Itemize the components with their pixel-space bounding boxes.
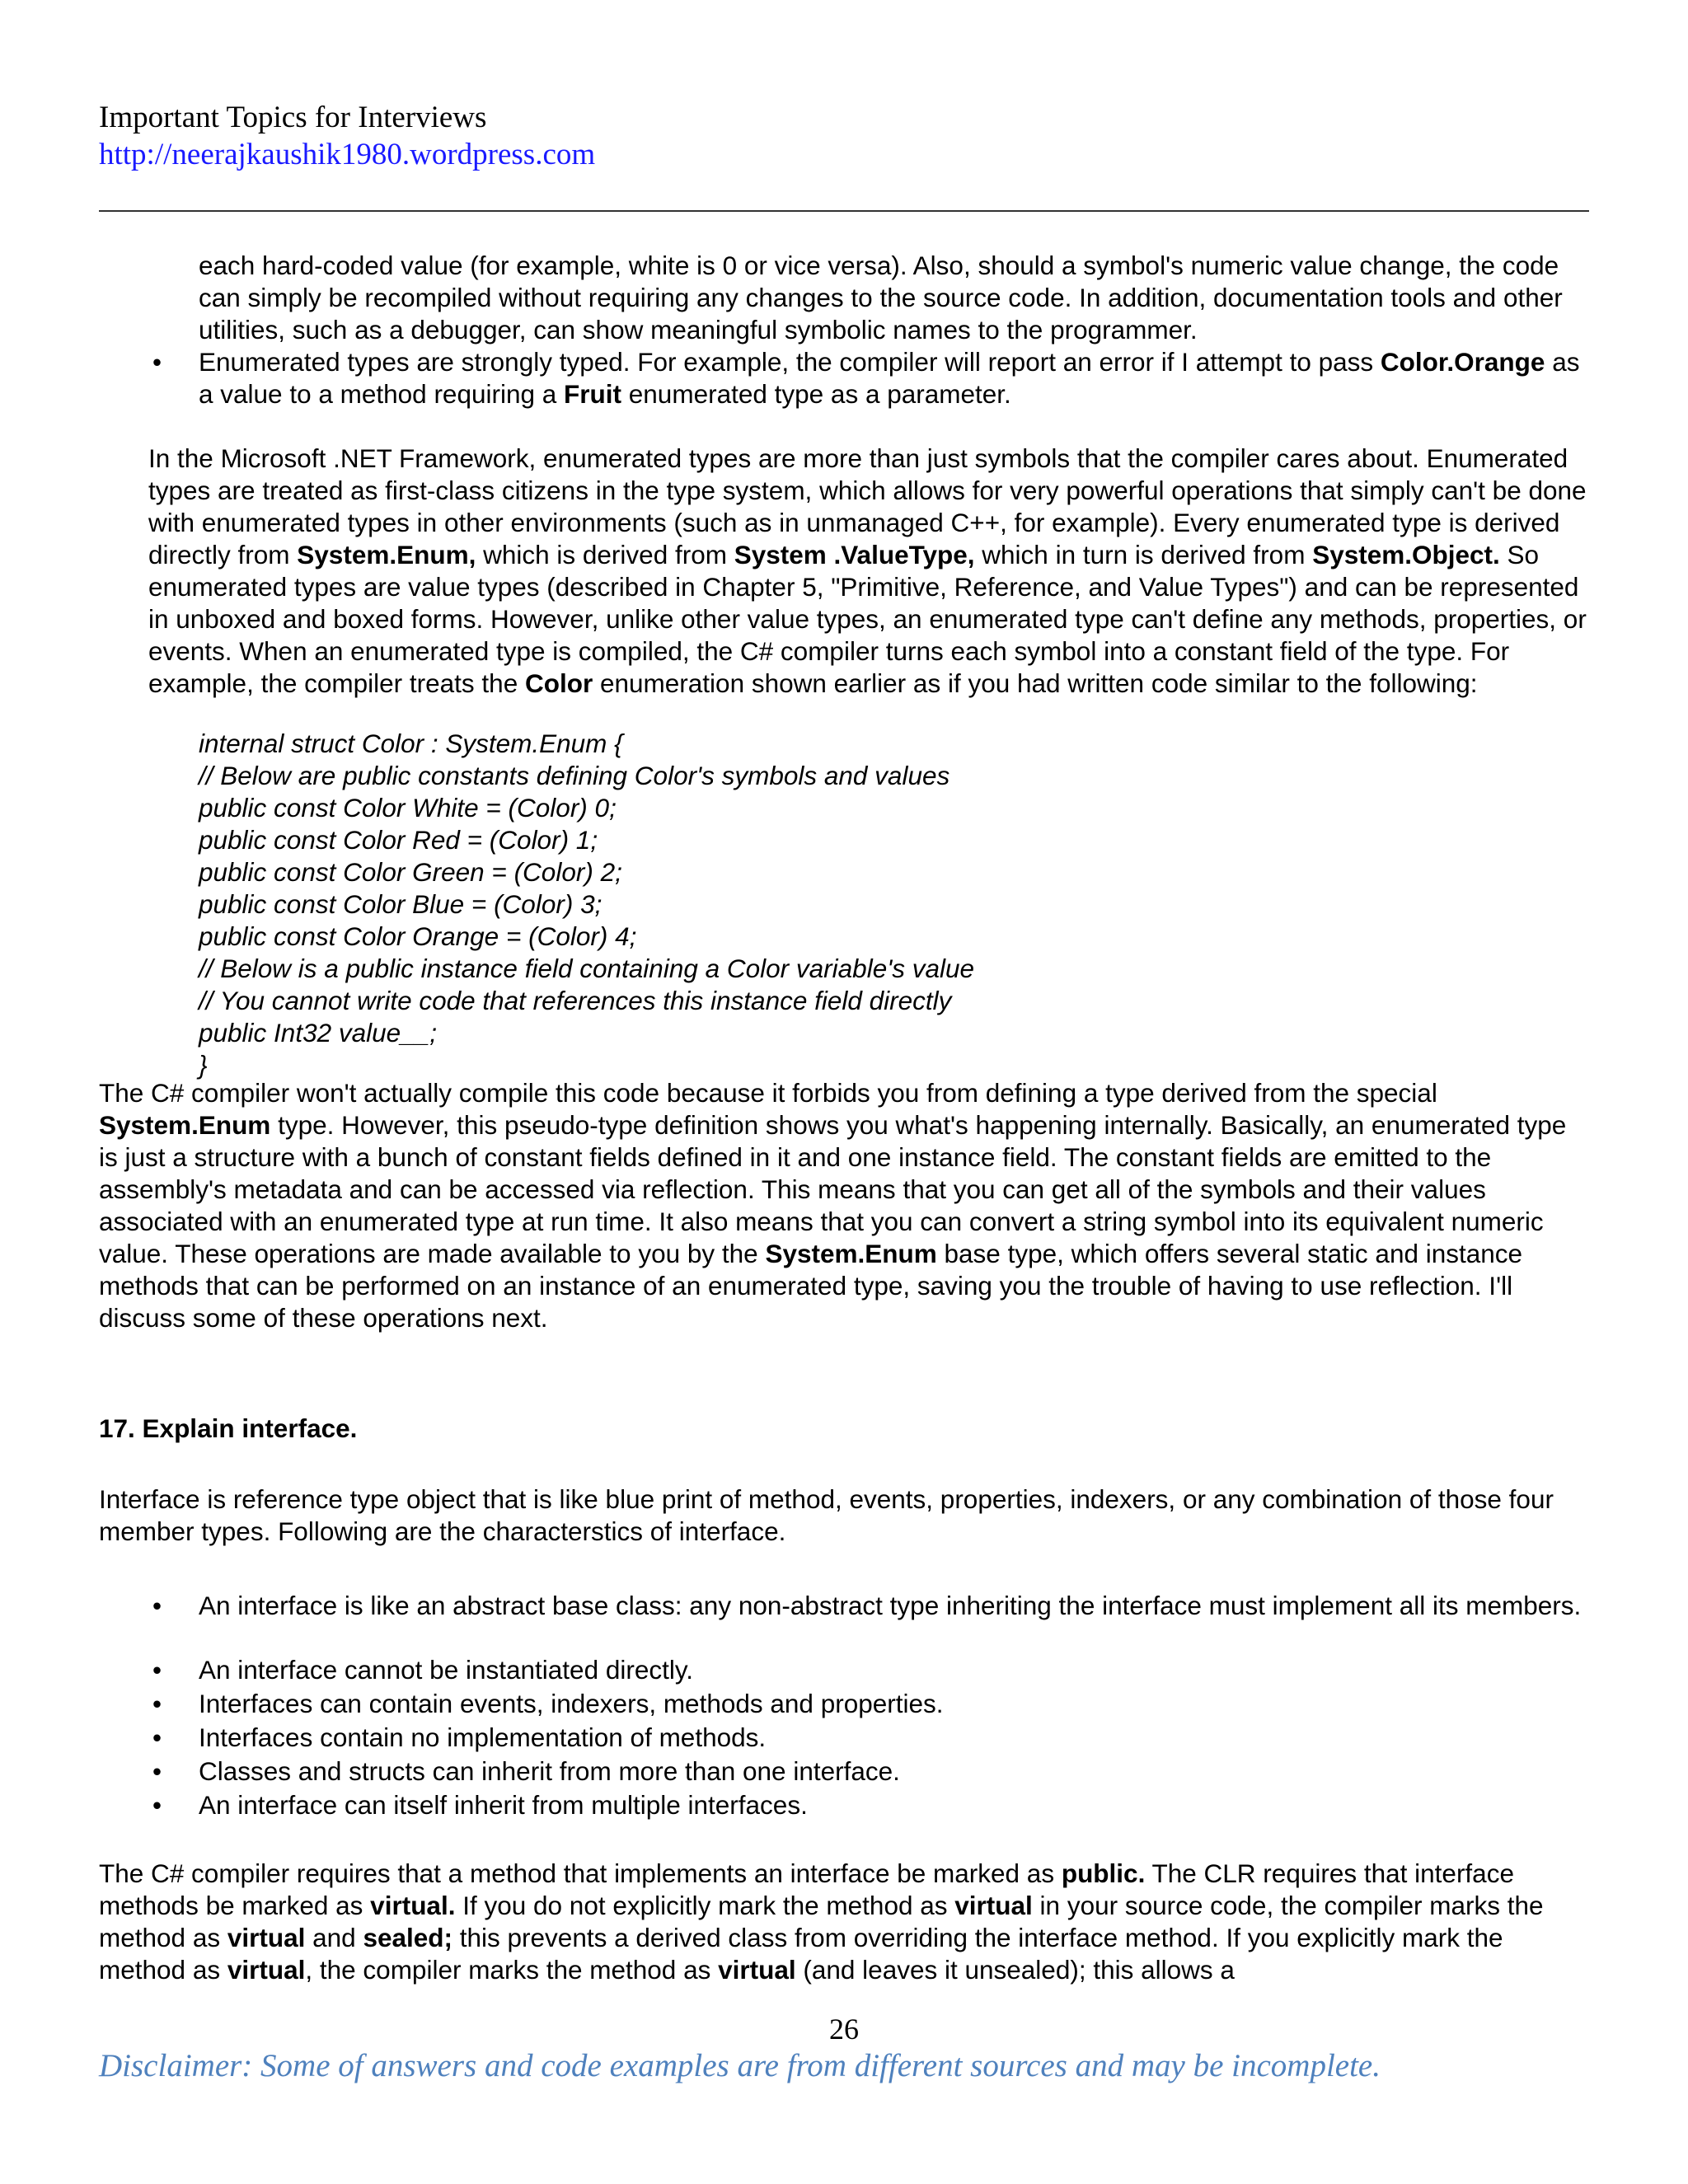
interface-bullet: An interface cannot be instantiated directly. — [199, 1655, 694, 1685]
code-line: // Below are public constants defining Color's symbols and values — [199, 761, 950, 790]
footer-disclaimer: Disclaimer: Some of answers and code examples are from different sources and may be incomplete. — [99, 2048, 1381, 2083]
header-divider — [99, 210, 1589, 212]
compile-paragraph: The C# compiler won't actually compile this code because it forbids you from defining a type derived from the special System.Enum type. However, this pseudo-type definition shows you what's happening internally. Basically, an enumerated type is just a structure with a bunch of constant fields defined in it and one instance field. The constant fields are emitted to the assembly's metadata and can be accessed via reflection. This means that you can get all of the symbols and their values associated with an enumerated type at run time. It also means that you can convert a string symbol into its equivalent numeric value. These operations are made available to you by the System.Enum base type, which offers several static and instance methods that can be performed on an instance of an enumerated type, saving you the trouble of having to use reflection. I'll discuss some of these operations next. — [99, 1078, 1567, 1333]
interface-bullet: Classes and structs can inherit from more than one interface. — [199, 1756, 900, 1786]
interface-intro: Interface is reference type object that is like blue print of method, events, properties, indexers, or any combination of those four member types. Following are the characterstics of interface. — [99, 1484, 1554, 1546]
bullet-marker: • — [152, 347, 162, 377]
code-line: public const Color Blue = (Color) 3; — [199, 889, 603, 919]
bullet-marker: • — [152, 1756, 162, 1786]
header-title: Important Topics for Interviews — [99, 101, 487, 134]
intro-continuation: each hard-coded value (for example, white is 0 or vice versa). Also, should a symbol's numeric value change, the code can simply be recompiled without requiring any changes to the source code. In addition, documentation tools and other utilities, such as a debugger, can show meaningful symbolic names to the programmer. — [199, 251, 1563, 344]
page-number: 26 — [829, 2013, 859, 2046]
bullet-marker: • — [152, 1655, 162, 1685]
bullet-marker: • — [152, 1689, 162, 1718]
bullet-marker: • — [152, 1591, 162, 1620]
code-line: public const Color Green = (Color) 2; — [199, 857, 622, 887]
code-line: internal struct Color : System.Enum { — [199, 729, 623, 758]
final-paragraph: The C# compiler requires that a method that implements an interface be marked as public. The CLR requires that interface methods be marked as virtual. If you do not explicitly mark the method as virtual in your source code, the compiler marks the method as virtual and sealed; this prevents a derived class from overriding the interface method. If you explicitly mark the method as virtual, the compiler marks the method as virtual (and leaves it unsealed); this allows a — [99, 1858, 1544, 1985]
bullet-marker: • — [152, 1790, 162, 1820]
header-url-link[interactable]: http://neerajkaushik1980.wordpress.com — [99, 138, 596, 171]
bullet-marker: • — [152, 1722, 162, 1752]
interface-bullet: Interfaces can contain events, indexers, methods and properties. — [199, 1689, 944, 1718]
code-line: // You cannot write code that references this instance field directly — [199, 986, 952, 1015]
code-line: public Int32 value__; — [199, 1018, 437, 1047]
interface-bullet: An interface can itself inherit from multiple interfaces. — [199, 1790, 808, 1820]
interface-bullet: An interface is like an abstract base class: any non-abstract type inheriting the interface must implement all its members. — [199, 1591, 1582, 1620]
interface-bullet: Interfaces contain no implementation of methods. — [199, 1722, 767, 1752]
framework-paragraph: In the Microsoft .NET Framework, enumerated types are more than just symbols that the compiler cares about. Enumerated types are treated as first-class citizens in the type system, which allows for very powerful operations that simply can't be done with enumerated types in other environments (such as in unmanaged C++, for example). Every enumerated type is derived directly from System.Enum, which is derived from System .ValueType, which in turn is derived from System.Object. So enumerated types are value types (described in Chapter 5, "Primitive, Reference, and Value Types") and can be represented in unboxed and boxed forms. However, unlike other value types, an enumerated type can't define any methods, properties, or events. When an enumerated type is compiled, the C# compiler turns each symbol into a constant field of the type. For example, the compiler treats the Color enumeration shown earlier as if you had written code similar to the following: — [148, 443, 1587, 698]
code-sample — [199, 728, 1517, 1081]
code-line: } — [199, 1050, 208, 1080]
strong-typing-bullet: Enumerated types are strongly typed. For example, the compiler will report an error if I attempt to pass Color.Orange as a value to a method requiring a Fruit enumerated type as a parameter. — [199, 347, 1580, 409]
section-heading: 17. Explain interface. — [99, 1413, 358, 1443]
code-line: public const Color Red = (Color) 1; — [199, 825, 598, 855]
code-line: public const Color Orange = (Color) 4; — [199, 921, 637, 951]
code-line: public const Color White = (Color) 0; — [199, 793, 617, 823]
code-line: // Below is a public instance field containing a Color variable's value — [199, 954, 975, 983]
